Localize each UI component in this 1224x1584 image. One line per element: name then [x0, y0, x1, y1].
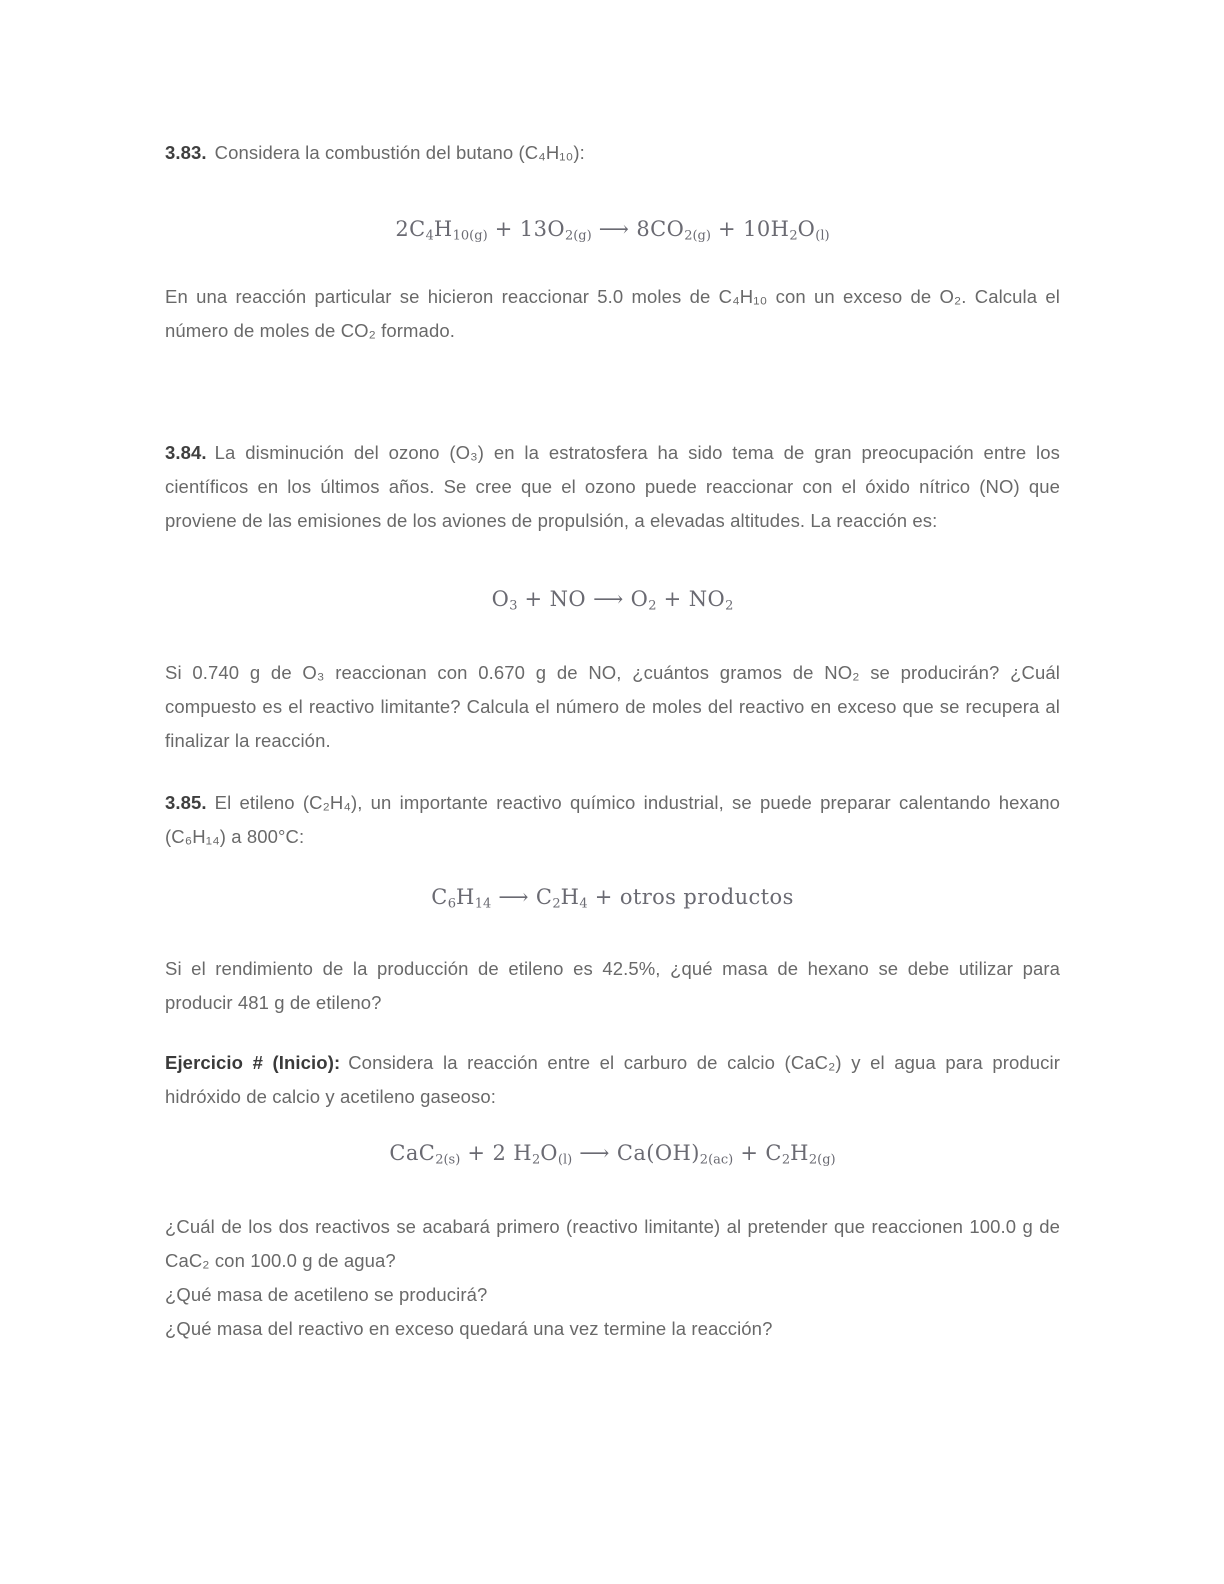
exercise-calcium-carbide: [165, 1046, 1060, 1346]
exercise-questions: [165, 1210, 1060, 1346]
problem-body: Si 0.740 g de O₃ reaccionan con 0.670 g de NO, ¿cuántos gramos de NO₂ se producirán? ¿Cuál compuesto es el reactivo limitante? Calcula el número de moles del reactivo en exceso que se recupera al finalizar la reacción.: [165, 662, 1060, 751]
problem-number: 3.83.: [165, 142, 207, 163]
problem-intro-text: La disminución del ozono (O₃) en la estratosfera ha sido tema de gran preocupación entre los científicos en los últimos años. Se cree que el ozono puede reaccionar con el óxido nítrico (NO) que proviene de las emisiones de los aviones de propulsión, a elevadas altitudes. La reacción es:: [165, 442, 1060, 531]
ozone-nitric-oxide-equation: $O_3$ + NO ⟶ $O_2 + NO_2$: [491, 587, 734, 614]
problem-intro: [165, 786, 1060, 854]
butane-combustion-equation: $2C_4H_{10(g)} + 13O_{2(g)}$ ⟶ $8CO_{2(g)} + 10H_2O_{(l)}$: [395, 217, 830, 244]
problem-ethylene-preparation: [165, 786, 1060, 1020]
problem-intro: [165, 436, 1060, 538]
calcium-carbide-equation: CaC$_{2(s)}$ + 2 $H_2O_{(l)}$ ⟶ $Ca(OH)_{2(ac)} + C_2H_{2(g)}$: [389, 1141, 836, 1168]
exercise-question-excess-mass: ¿Qué masa del reactivo en exceso quedará una vez termine la reacción?: [165, 1318, 773, 1339]
exercise-intro-text: Considera la reacción entre el carburo de calcio (CaC₂) y el agua para producir hidróxido de calcio y acetileno gaseoso:: [165, 1052, 1060, 1107]
problem-body: En una reacción particular se hicieron reaccionar 5.0 moles de C₄H₁₀ con un exceso de O₂. Calcula el número de moles de CO₂ formado.: [165, 286, 1060, 341]
problem-intro: [165, 136, 1060, 170]
exercise-label: Ejercicio # (Inicio):: [165, 1052, 341, 1073]
problem-intro-text: El etileno (C₂H₄), un importante reactivo químico industrial, se puede preparar calentando hexano (C₆H₁₄) a 800°C:: [165, 792, 1060, 847]
hexane-cracking-equation: $C_6H_{14}$ ⟶ $C_2H_4$ + otros productos: [431, 885, 794, 912]
exercise-intro: [165, 1046, 1060, 1114]
problem-intro-text: Considera la combustión del butano (C₄H₁₀):: [214, 142, 585, 163]
exercise-question-limiting-reagent: ¿Cuál de los dos reactivos se acabará primero (reactivo limitante) al pretender que reaccionen 100.0 g de CaC₂ con 100.0 g de agua?: [165, 1216, 1060, 1271]
problem-body: Si el rendimiento de la producción de etileno es 42.5%, ¿qué masa de hexano se debe utilizar para producir 481 g de etileno?: [165, 958, 1060, 1013]
problem-number: 3.85.: [165, 792, 207, 813]
exercise-question-acetylene-mass: ¿Qué masa de acetileno se producirá?: [165, 1284, 488, 1305]
problem-ozone-depletion: [165, 436, 1060, 758]
problem-number: 3.84.: [165, 442, 207, 463]
problem-butane-combustion: [165, 136, 1060, 348]
